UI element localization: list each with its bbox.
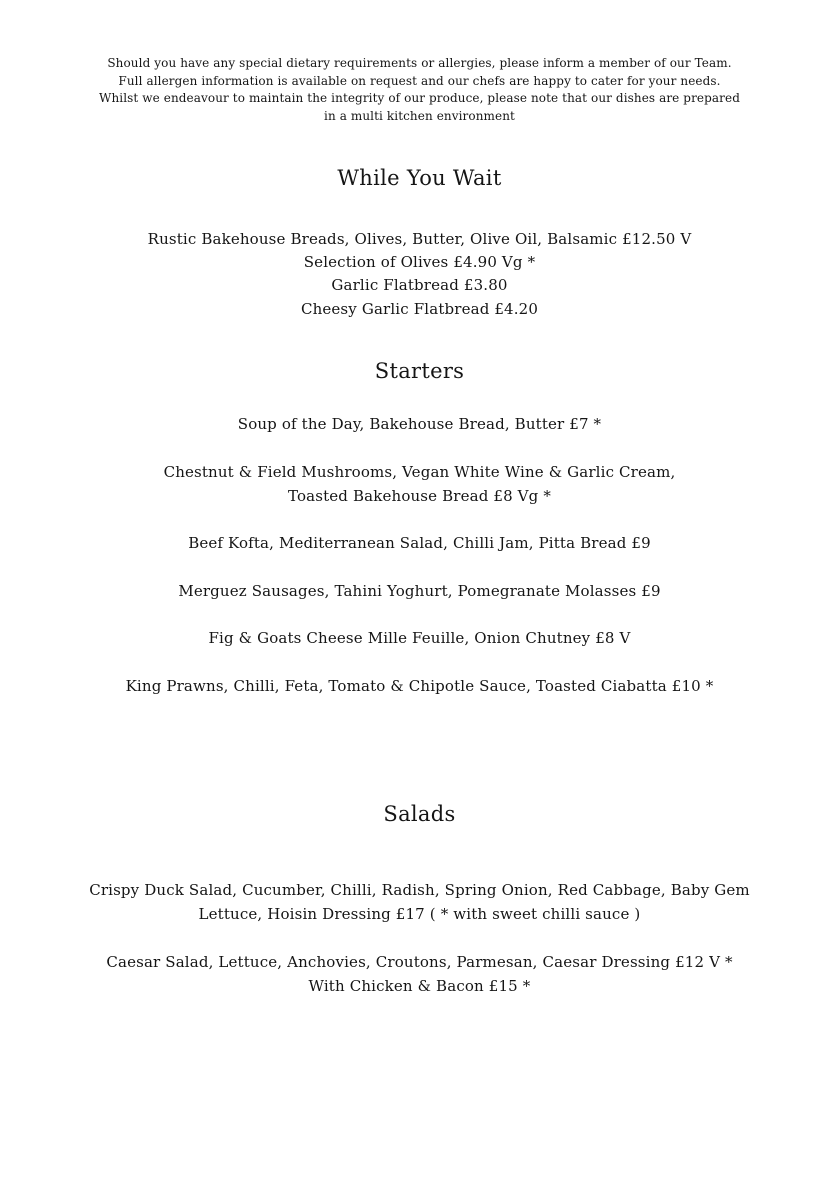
menu-item-line: Caesar Salad, Lettuce, Anchovies, Croutons, Parmesan, Caesar Dressing £12 V * xyxy=(106,953,733,971)
menu-item-line: Crispy Duck Salad, Cucumber, Chilli, Radish, Spring Onion, Red Cabbage, Baby Gem xyxy=(89,881,750,899)
menu-item: Garlic Flatbread £3.80 xyxy=(331,276,508,294)
menu-item-line: With Chicken & Bacon £15 * xyxy=(308,977,531,995)
menu-item xyxy=(0,626,839,650)
menu-item xyxy=(0,878,839,926)
notice-line: Full allergen information is available on request and our chefs are happy to cater for your needs. xyxy=(118,73,721,88)
menu-item-line: Toasted Bakehouse Bread £8 Vg * xyxy=(287,487,551,505)
section-heading-salads: Salads xyxy=(383,802,456,826)
menu-item-line: Lettuce, Hoisin Dressing £17 ( * with sweet chilli sauce ) xyxy=(198,905,641,923)
menu-item: Rustic Bakehouse Breads, Olives, Butter, Olive Oil, Balsamic £12.50 V xyxy=(147,230,692,248)
menu-item xyxy=(0,950,839,998)
menu-item-line: Chestnut & Field Mushrooms, Vegan White Wine & Garlic Cream, xyxy=(163,463,676,481)
menu-item-line: Fig & Goats Cheese Mille Feuille, Onion Chutney £8 V xyxy=(208,629,631,647)
menu-item-line: Merguez Sausages, Tahini Yoghurt, Pomegranate Molasses £9 xyxy=(178,582,661,600)
section-heading-starters: Starters xyxy=(374,359,465,383)
notice-line: in a multi kitchen environment xyxy=(324,108,515,123)
notice-line: Should you have any special dietary requirements or allergies, please inform a member of our Team. xyxy=(107,56,732,70)
menu-item xyxy=(0,579,839,603)
menu-item-line: Beef Kofta, Mediterranean Salad, Chilli Jam, Pitta Bread £9 xyxy=(188,534,651,552)
section-heading-while-you-wait: While You Wait xyxy=(337,166,502,190)
menu-item xyxy=(0,460,839,508)
menu-item: Cheesy Garlic Flatbread £4.20 xyxy=(300,300,539,318)
menu-item xyxy=(0,531,839,555)
menu-item: Selection of Olives £4.90 Vg * xyxy=(303,253,536,271)
menu-item xyxy=(0,674,839,698)
menu-item-line: Soup of the Day, Bakehouse Bread, Butter £7 * xyxy=(237,415,602,433)
menu-item-line: King Prawns, Chilli, Feta, Tomato & Chipotle Sauce, Toasted Ciabatta £10 * xyxy=(125,677,714,695)
menu-item xyxy=(0,412,839,436)
notice-line: Whilst we endeavour to maintain the integrity of our produce, please note that our dishes are prepared xyxy=(99,91,740,105)
allergen-notice xyxy=(52,55,787,125)
